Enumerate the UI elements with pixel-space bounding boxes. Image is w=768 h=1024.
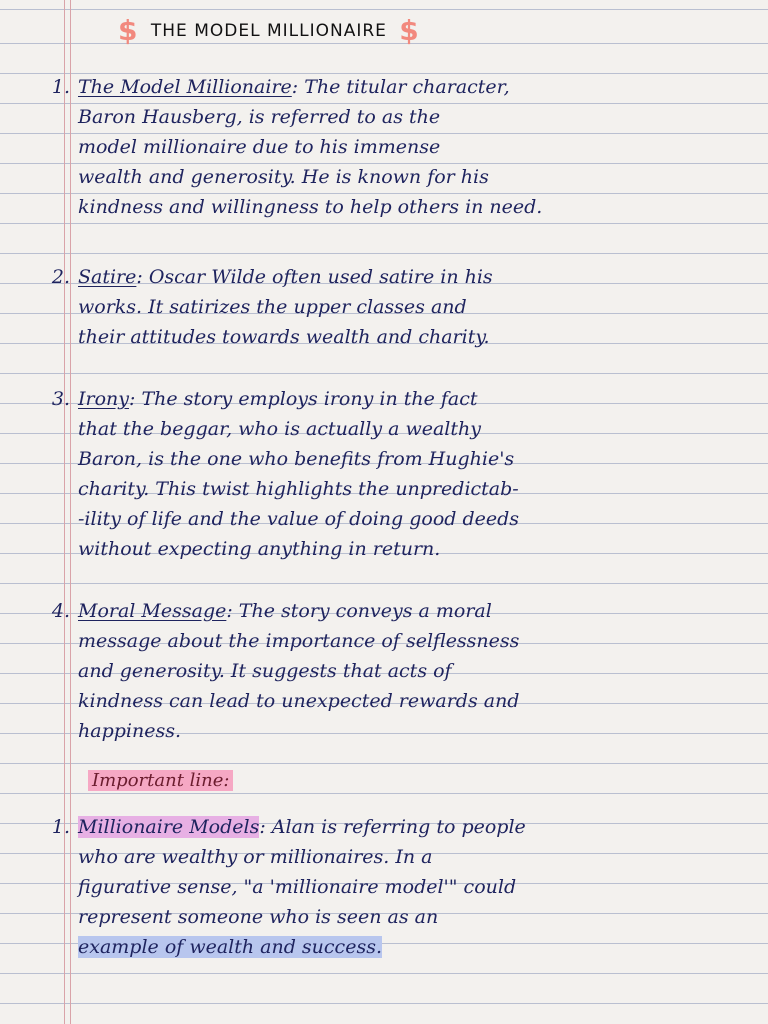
note-line: happiness.	[78, 720, 181, 742]
point-number: 4.	[51, 600, 70, 622]
note-text: : The titular character,	[291, 76, 510, 98]
note-point	[51, 596, 758, 746]
note-line: wealth and generosity. He is known for his	[78, 166, 489, 188]
important-heading: Important line:	[88, 770, 233, 791]
dollar-sign-icon: $	[399, 14, 420, 47]
note-line: Baron, is the one who benefits from Hughie's	[78, 448, 515, 470]
note-text: : The story employs irony in the fact	[129, 388, 478, 410]
point-heading: The Model Millionaire	[78, 76, 292, 98]
point-heading: Moral Message	[78, 600, 227, 622]
note-line: that the beggar, who is actually a wealthy	[78, 418, 481, 440]
note-line: without expecting anything in return.	[78, 538, 441, 560]
point-heading: Irony	[78, 388, 129, 410]
note-line: represent someone who is seen as an	[78, 906, 439, 928]
note-line: -ility of life and the value of doing good deeds	[78, 508, 520, 530]
point-number: 2.	[51, 266, 70, 288]
highlighted-phrase: Millionaire Models	[78, 816, 260, 838]
note-line: who are wealthy or millionaires. In a	[78, 846, 433, 868]
note-line	[78, 384, 758, 414]
note-point	[51, 72, 758, 222]
margin-line-right	[70, 0, 71, 1024]
note-line	[78, 932, 758, 962]
note-line: model millionaire due to his immense	[78, 136, 441, 158]
note-line: Baron Hausberg, is referred to as the	[78, 106, 441, 128]
point-number: 1.	[51, 816, 70, 838]
point-number: 1.	[51, 76, 70, 98]
note-point	[51, 262, 758, 352]
note-line: kindness can lead to unexpected rewards and	[78, 690, 520, 712]
note-text: : Alan is referring to people	[259, 816, 526, 838]
point-number: 3.	[51, 388, 70, 410]
note-text: : Oscar Wilde often used satire in his	[136, 266, 493, 288]
note-line	[78, 262, 758, 292]
note-line: their attitudes towards wealth and charity.	[78, 326, 490, 348]
note-line: message about the importance of selflessness	[78, 630, 520, 652]
note-line: charity. This twist highlights the unpredictab-	[78, 478, 519, 500]
dollar-sign-icon: $	[118, 14, 139, 47]
note-line: kindness and willingness to help others in need.	[78, 196, 543, 218]
note-text: : The story conveys a moral	[226, 600, 492, 622]
note-line: works. It satirizes the upper classes and	[78, 296, 467, 318]
page-title-text: THE MODEL MILLIONAIRE	[150, 20, 387, 41]
note-line	[78, 72, 758, 102]
point-heading: Satire	[78, 266, 137, 288]
important-point	[51, 812, 758, 962]
highlighted-phrase: example of wealth and success.	[78, 936, 382, 958]
note-line: and generosity. It suggests that acts of	[78, 660, 452, 682]
page-title	[118, 14, 658, 47]
note-line	[78, 812, 758, 842]
note-line	[78, 596, 758, 626]
note-line: figurative sense, "a 'millionaire model'" could	[78, 876, 517, 898]
note-point	[51, 384, 758, 564]
margin-line-left	[64, 0, 65, 1024]
